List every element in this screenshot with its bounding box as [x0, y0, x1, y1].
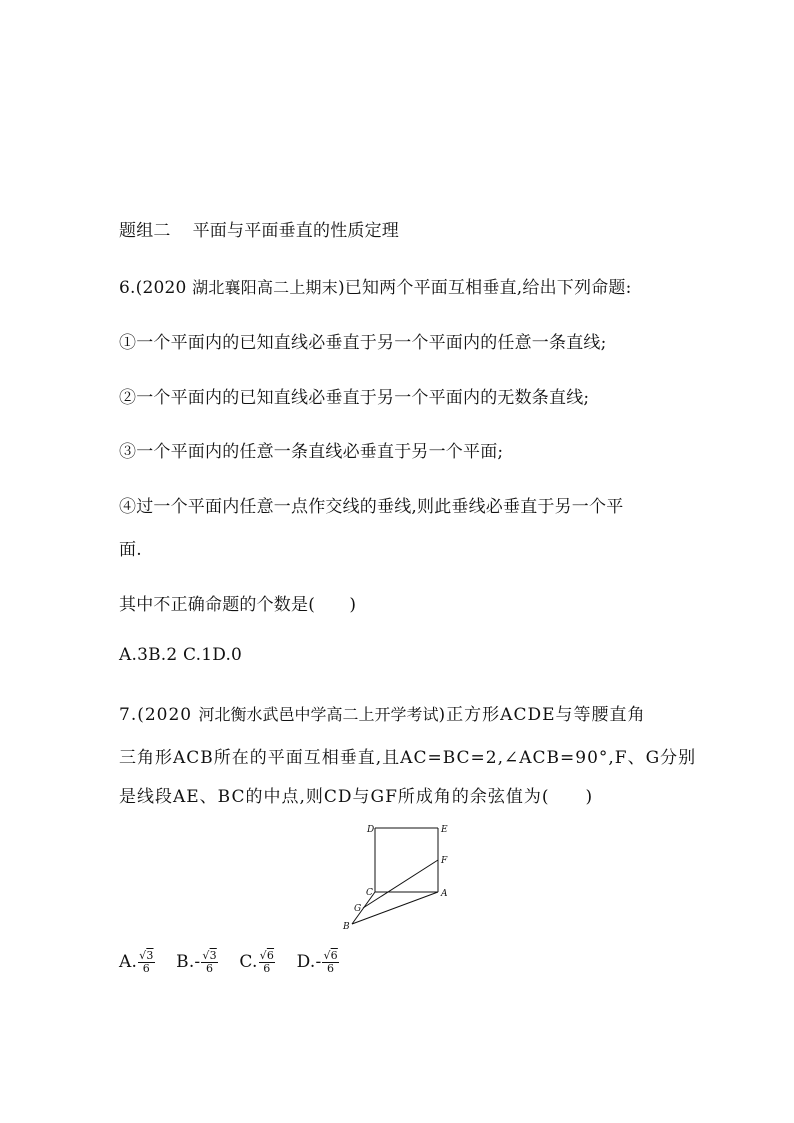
edge-BA — [352, 892, 438, 924]
q7-option-d: D.- $\frac{√6}{6}$ — [296, 949, 338, 975]
q6-options: A.3B.2 C.1D.0 — [119, 645, 243, 665]
q7-option-c: C. $\frac{√6}{6}$ — [239, 949, 275, 975]
q6-item-2: ②一个平面内的已知直线必垂直于另一个平面内的无数条直线; — [119, 388, 590, 408]
q7-option-a: A. $\frac{√3}{6}$ — [119, 949, 154, 975]
q6-number: 6.(2020 — [119, 278, 187, 298]
q6-question: 其中不正确命题的个数是( ) — [119, 595, 357, 615]
q7-stem-line-2: 三角形ACB所在的平面互相垂直,且AC=BC=2,∠ACB=90°,F、G分别 — [119, 748, 697, 768]
label-G: G — [354, 904, 362, 914]
label-C: C — [366, 888, 373, 898]
label-F: F — [441, 856, 448, 866]
q7-source: 河北衡水武邑中学高二上开学考试 — [198, 705, 439, 724]
label-E: E — [441, 825, 448, 835]
section-label: 题组二 — [119, 221, 171, 241]
q6-item-4: ④过一个平面内任意一点作交线的垂线,则此垂线必垂直于另一个平 — [119, 497, 624, 517]
section-heading — [119, 216, 399, 241]
q7-option-b: B.- $\frac{√3}{6}$ — [176, 949, 217, 975]
q7-stem-text-1: )正方形ACDE与等腰直角 — [438, 705, 646, 725]
label-B: B — [343, 922, 350, 932]
q6-item-3: ③一个平面内的任意一条直线必垂直于另一个平面; — [119, 442, 504, 462]
q7-figure — [338, 820, 458, 932]
q7-options — [119, 950, 355, 975]
segment-GF — [363, 860, 438, 908]
q7-stem-line-1 — [119, 700, 646, 725]
q6-item-1: ①一个平面内的已知直线必垂直于另一个平面内的任意一条直线; — [119, 333, 607, 353]
q6-item-4-cont: 面. — [119, 540, 142, 560]
label-D: D — [367, 825, 375, 835]
q6-source: 湖北襄阳高二上期末 — [192, 278, 338, 297]
q7-stem-line-3: 是线段AE、BC的中点,则CD与GF所成角的余弦值为( ) — [119, 787, 594, 807]
section-title: 平面与平面垂直的性质定理 — [192, 221, 400, 241]
q6-stem-text: )已知两个平面互相垂直,给出下列命题: — [337, 278, 632, 298]
label-A: A — [441, 889, 448, 899]
q7-number: 7.(2020 — [119, 705, 193, 725]
q6-stem — [119, 273, 632, 298]
